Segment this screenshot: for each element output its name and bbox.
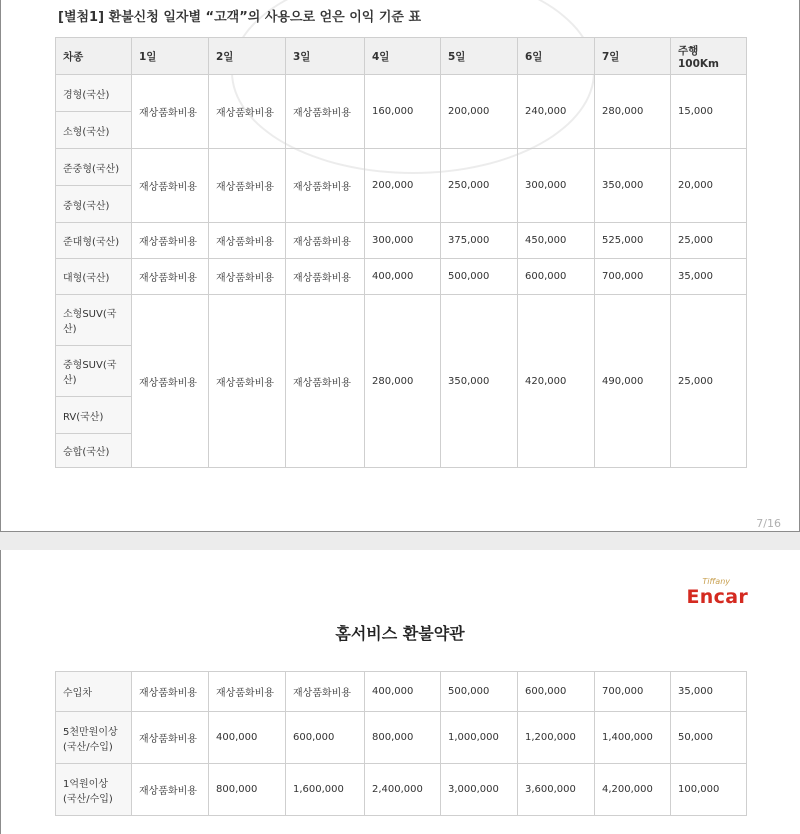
vehicle-type-cell: 수입차	[56, 672, 132, 712]
value-cell: 재상품화비용	[132, 75, 209, 149]
value-cell: 재상품화비용	[209, 672, 286, 712]
vehicle-type-cell: RV(국산)	[56, 397, 132, 434]
value-cell: 350,000	[595, 149, 671, 223]
value-cell: 재상품화비용	[132, 223, 209, 259]
value-cell: 재상품화비용	[286, 149, 365, 223]
column-header: 6일	[518, 38, 595, 75]
table-row	[56, 295, 747, 346]
value-cell: 420,000	[518, 295, 595, 468]
vehicle-type-cell: 소형SUV(국산)	[56, 295, 132, 346]
value-cell: 2,400,000	[365, 764, 441, 816]
import-refund-table	[55, 671, 747, 816]
page-number: 7/16	[756, 517, 781, 530]
value-cell: 240,000	[518, 75, 595, 149]
table-row	[56, 149, 747, 186]
logo-text: Encar	[686, 586, 748, 608]
value-cell: 1,400,000	[595, 712, 671, 764]
value-cell: 200,000	[441, 75, 518, 149]
vehicle-type-cell: 대형(국산)	[56, 259, 132, 295]
value-cell: 300,000	[365, 223, 441, 259]
table-row	[56, 712, 747, 764]
vehicle-type-cell: 준중형(국산)	[56, 149, 132, 186]
value-cell: 재상품화비용	[132, 712, 209, 764]
value-cell: 490,000	[595, 295, 671, 468]
table-row	[56, 672, 747, 712]
value-cell: 500,000	[441, 259, 518, 295]
value-cell: 200,000	[365, 149, 441, 223]
column-header: 2일	[209, 38, 286, 75]
value-cell: 재상품화비용	[286, 295, 365, 468]
value-cell: 500,000	[441, 672, 518, 712]
column-header: 7일	[595, 38, 671, 75]
encar-logo	[687, 578, 748, 608]
value-cell: 100,000	[671, 764, 747, 816]
vehicle-type-cell: 중형(국산)	[56, 186, 132, 223]
value-cell: 재상품화비용	[209, 259, 286, 295]
value-cell: 600,000	[518, 259, 595, 295]
vehicle-type-cell: 준대형(국산)	[56, 223, 132, 259]
logo-tagline: Tiffany	[702, 577, 730, 586]
value-cell: 재상품화비용	[209, 149, 286, 223]
value-cell: 280,000	[365, 295, 441, 468]
value-cell: 4,200,000	[595, 764, 671, 816]
value-cell: 1,200,000	[518, 712, 595, 764]
vehicle-type-cell: 소형(국산)	[56, 112, 132, 149]
value-cell: 400,000	[365, 672, 441, 712]
vehicle-type-cell: 1억원이상 (국산/수입)	[56, 764, 132, 816]
value-cell: 25,000	[671, 223, 747, 259]
value-cell: 1,600,000	[286, 764, 365, 816]
value-cell: 35,000	[671, 672, 747, 712]
value-cell: 600,000	[286, 712, 365, 764]
value-cell: 600,000	[518, 672, 595, 712]
column-header: 5일	[441, 38, 518, 75]
value-cell: 800,000	[209, 764, 286, 816]
value-cell: 280,000	[595, 75, 671, 149]
value-cell: 35,000	[671, 259, 747, 295]
column-header: 4일	[365, 38, 441, 75]
table-row	[56, 75, 747, 112]
value-cell: 400,000	[209, 712, 286, 764]
value-cell: 1,000,000	[441, 712, 518, 764]
value-cell: 800,000	[365, 712, 441, 764]
value-cell: 400,000	[365, 259, 441, 295]
vehicle-type-cell: 중형SUV(국산)	[56, 346, 132, 397]
value-cell: 재상품화비용	[286, 672, 365, 712]
table-row	[56, 223, 747, 259]
value-cell: 15,000	[671, 75, 747, 149]
value-cell: 700,000	[595, 672, 671, 712]
column-header: 주행100Km	[671, 38, 747, 75]
table-row	[56, 259, 747, 295]
value-cell: 재상품화비용	[209, 75, 286, 149]
value-cell: 재상품화비용	[286, 259, 365, 295]
column-header: 1일	[132, 38, 209, 75]
column-header: 차종	[56, 38, 132, 75]
value-cell: 25,000	[671, 295, 747, 468]
vehicle-type-cell: 승합(국산)	[56, 434, 132, 468]
value-cell: 250,000	[441, 149, 518, 223]
value-cell: 재상품화비용	[132, 764, 209, 816]
value-cell: 재상품화비용	[132, 295, 209, 468]
value-cell: 525,000	[595, 223, 671, 259]
value-cell: 300,000	[518, 149, 595, 223]
value-cell: 재상품화비용	[132, 672, 209, 712]
value-cell: 재상품화비용	[209, 223, 286, 259]
value-cell: 350,000	[441, 295, 518, 468]
value-cell: 3,000,000	[441, 764, 518, 816]
value-cell: 재상품화비용	[132, 149, 209, 223]
page-title: 홈서비스 환불약관	[335, 624, 465, 643]
table-header-row	[56, 38, 747, 75]
value-cell: 50,000	[671, 712, 747, 764]
column-header: 3일	[286, 38, 365, 75]
value-cell: 160,000	[365, 75, 441, 149]
value-cell: 450,000	[518, 223, 595, 259]
value-cell: 재상품화비용	[286, 75, 365, 149]
table-caption: [별첨1] 환불신청 일자별 “고객”의 사용으로 얻은 이익 기준 표	[58, 10, 422, 25]
value-cell: 700,000	[595, 259, 671, 295]
value-cell: 재상품화비용	[209, 295, 286, 468]
value-cell: 재상품화비용	[132, 259, 209, 295]
refund-benefit-table	[55, 37, 747, 468]
vehicle-type-cell: 경형(국산)	[56, 75, 132, 112]
value-cell: 3,600,000	[518, 764, 595, 816]
value-cell: 재상품화비용	[286, 223, 365, 259]
table-row	[56, 764, 747, 816]
value-cell: 375,000	[441, 223, 518, 259]
vehicle-type-cell: 5천만원이상 (국산/수입)	[56, 712, 132, 764]
value-cell: 20,000	[671, 149, 747, 223]
